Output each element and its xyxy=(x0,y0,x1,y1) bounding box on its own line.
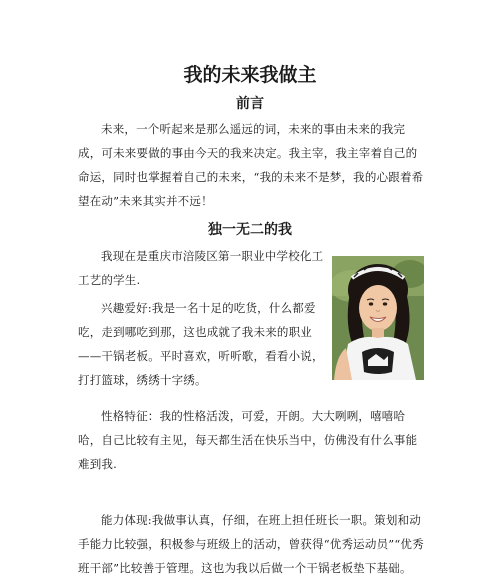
personality-paragraph: 性格特征：我的性格活泼，可爱，开朗。大大咧咧，嘻嘻哈哈，自己比较有主见，每天都生活在快乐当中，仿佛没有什么事能难到我. xyxy=(78,409,418,471)
intro-paragraph: 我现在是重庆市涪陵区第一职业中学校化工工艺的学生. xyxy=(78,249,324,287)
portrait-photo xyxy=(332,256,424,380)
hobby-paragraph: 兴趣爱好:我是一名十足的吃货，什么都爱吃，走到哪吃到那，这也成就了我未来的职业——干锅老板。平时喜欢，听听歌，看看小说，打打篮球，绣绣十字绣。 xyxy=(78,301,324,387)
portrait-illustration xyxy=(332,256,424,380)
section-heading: 独一无二的我 xyxy=(208,222,292,238)
document-title: 我的未来我做主 xyxy=(183,64,317,86)
preface-heading: 前言 xyxy=(236,96,264,112)
preface-paragraph: 未来，一个听起来是那么遥远的词，未来的事由未来的我完成，可未来要做的事由今天的我来决定。我主宰，我主宰着自己的命运，同时也掌握着自己的未来，“我的未来不是梦，我的心跟着希望在动”未来其实并不远！ xyxy=(78,122,424,208)
ability-paragraph: 能力体现:我做事认真，仔细，在班上担任班长一职。策划和动手能力比较强，积极参与班级上的活动，曾获得“优秀运动员”“优秀班干部”比较善于管理。这也为我以后做一个干锅老板垫下基础。 xyxy=(78,513,424,575)
